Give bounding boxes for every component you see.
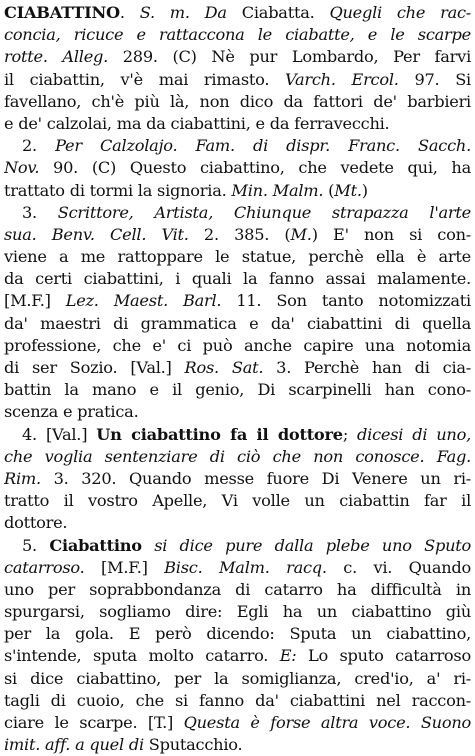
text-run: Ciabatta <box>241 3 310 22</box>
text-run: battin la mano e il genio, Di scarpinelli han cono- <box>4 380 471 400</box>
entry-line <box>4 424 471 446</box>
italic-run: rotte. Alleg. <box>4 47 109 67</box>
entry-line <box>4 623 471 645</box>
entry-line <box>4 202 471 224</box>
text-run: 3. 320. Quando messe fuore Di Venere un ri- <box>40 468 471 488</box>
entry-line <box>4 357 471 379</box>
text-run: per la gola. E però dicendo: Sputa un ciabattino, <box>4 624 471 644</box>
entry-line <box>4 135 471 157</box>
italic-run: Scrittore, Artista, Chiunque strapazza l'arte <box>57 202 471 222</box>
text-run: 3. Perchè han di cia- <box>263 358 471 377</box>
entry-line <box>4 180 471 202</box>
entry-line <box>4 246 471 268</box>
text-run: ) E' non si con- <box>311 224 471 244</box>
italic-run: Per Calzolajo. Fam. di dispr. Franc. Sacch. <box>55 136 471 156</box>
text-run: uno per soprabbondanza di catarro ha difficultà in <box>4 579 471 599</box>
entry-line <box>4 401 471 423</box>
entry-line <box>4 690 471 712</box>
bold-run: Un ciabattino fa il dottore <box>96 424 343 444</box>
text-run: si dice ciabattino, per la somiglianza, cred'io, a' ri- <box>4 668 471 688</box>
italic-run: Min. Malm. <box>231 180 324 200</box>
entry-line <box>4 157 471 179</box>
text-run: ; <box>342 424 358 444</box>
text-run: . <box>309 3 330 22</box>
italic-run: dicesi di uno, <box>357 424 471 444</box>
italic-run: catarroso. <box>4 557 85 577</box>
italic-run: Bisc. Malm. racq. <box>164 557 327 577</box>
text-run: 11. Son tanto notomizzati <box>221 291 471 311</box>
text-run: da' maestri di grammatica e da' ciabattini di quella <box>4 313 471 333</box>
entry-line <box>4 113 471 135</box>
text-run: 90. (C) Questo ciabattino, che vedete qui, ha <box>39 158 471 178</box>
text-run: ( <box>323 180 335 200</box>
entry-line <box>4 268 471 290</box>
italic-run: E: <box>279 646 297 666</box>
dictionary-entry <box>4 2 471 756</box>
italic-run: imit. aff. a quel di <box>4 735 144 755</box>
italic-run: Lez. Maest. Barl. <box>65 291 222 311</box>
text-run: tratto il vostro Apelle, Vi volle un ciabattin far il <box>4 491 471 511</box>
italic-run: Nov. <box>4 158 40 178</box>
bold-run: Ciabattino <box>49 535 142 555</box>
text-run: [M.F.] <box>4 291 66 311</box>
italic-run: Ros. Sat. <box>184 358 264 377</box>
text-run: trattato di tormi la signoria. <box>4 180 232 200</box>
text-run: . <box>119 3 140 22</box>
text-run: il ciabattin, v'è mai rimasto. <box>4 69 286 89</box>
italic-run: Questa è forse altra voce. Suono <box>183 713 471 732</box>
entry-line <box>4 712 471 734</box>
entry-line <box>4 490 471 512</box>
text-run: di ser Sozio. [Val.] <box>4 358 185 377</box>
text-run: professione, che e' ci può anche capire una notomia <box>4 335 471 355</box>
entry-line <box>4 91 471 113</box>
entry-line <box>4 734 471 756</box>
text-run: da certi ciabattini, i quali la fanno assai malamente. <box>4 269 471 289</box>
entry-line <box>4 668 471 690</box>
italic-run: concia, ricuce e rattaccona le ciabatte, e le scarpe <box>4 25 471 45</box>
italic-run: Mt. <box>334 180 362 200</box>
text-run: [M.F.] <box>84 557 165 577</box>
text-run: 2. 385. ( <box>188 224 291 244</box>
text-run: Lo sputo catarroso <box>296 646 471 666</box>
entry-line <box>4 468 471 490</box>
text-run: 5. <box>22 535 50 555</box>
italic-run: Varch. Ercol. <box>285 69 399 89</box>
italic-run: M. <box>290 224 312 244</box>
text-run: 289. (C) Nè pur Lombardo, Per farvi <box>108 47 471 67</box>
entry-line <box>4 446 471 468</box>
italic-run: si dice pure dalla plebe uno Sputo <box>141 535 471 555</box>
entry-line <box>4 645 471 667</box>
text-run: favellano, ch'è più là, non dico da fattori de' barbieri <box>4 91 471 111</box>
entry-line <box>4 224 471 246</box>
text-run: ciare le scarpe. [T.] <box>4 713 184 732</box>
italic-run: Quegli che rac- <box>329 3 471 22</box>
entry-line <box>4 24 471 46</box>
entry-line <box>4 335 471 357</box>
entry-line <box>4 535 471 557</box>
text-run: 2. <box>22 136 56 156</box>
text-run: e de' calzolai, ma da ciabattini, e da ferravecchi. <box>4 113 390 133</box>
text-run: dottore. <box>4 513 68 533</box>
entry-line <box>4 290 471 312</box>
entry-line <box>4 512 471 534</box>
entry-line <box>4 2 471 24</box>
text-run: 4. [Val.] <box>22 424 97 444</box>
entry-line <box>4 313 471 335</box>
italic-run: che voglia sentenziare di ciò che non conosce. Fag. <box>4 446 471 466</box>
text-run: 3. <box>22 202 58 222</box>
entry-line <box>4 601 471 623</box>
entry-line <box>4 557 471 579</box>
entry-line <box>4 579 471 601</box>
text-run: s'intende, sputa molto catarro. <box>4 646 280 666</box>
text-run: tagli di cuoio, che si fanno da' ciabattini nel raccon- <box>4 690 471 710</box>
entry-line <box>4 69 471 91</box>
entry-line <box>4 46 471 68</box>
text-run: scenza e pratica. <box>4 402 139 422</box>
italic-run: Rim. <box>4 468 41 488</box>
text-run: ) <box>361 180 368 200</box>
text-run: 97. Si <box>398 69 471 89</box>
bold-run: CIABATTINO <box>4 3 120 22</box>
entry-line <box>4 379 471 401</box>
text-run: c. vi. Quando <box>326 557 471 577</box>
text-run: Sputacchio. <box>143 735 243 755</box>
text-run: spurgarsi, sogliamo dire: Egli ha un ciabattino giù <box>4 602 471 622</box>
text-run: viene a me rattoppare le statue, perchè ella è arte <box>4 247 471 267</box>
italic-run: sua. Benv. Cell. Vit. <box>4 224 189 244</box>
italic-run: S. m. Da <box>139 3 242 22</box>
